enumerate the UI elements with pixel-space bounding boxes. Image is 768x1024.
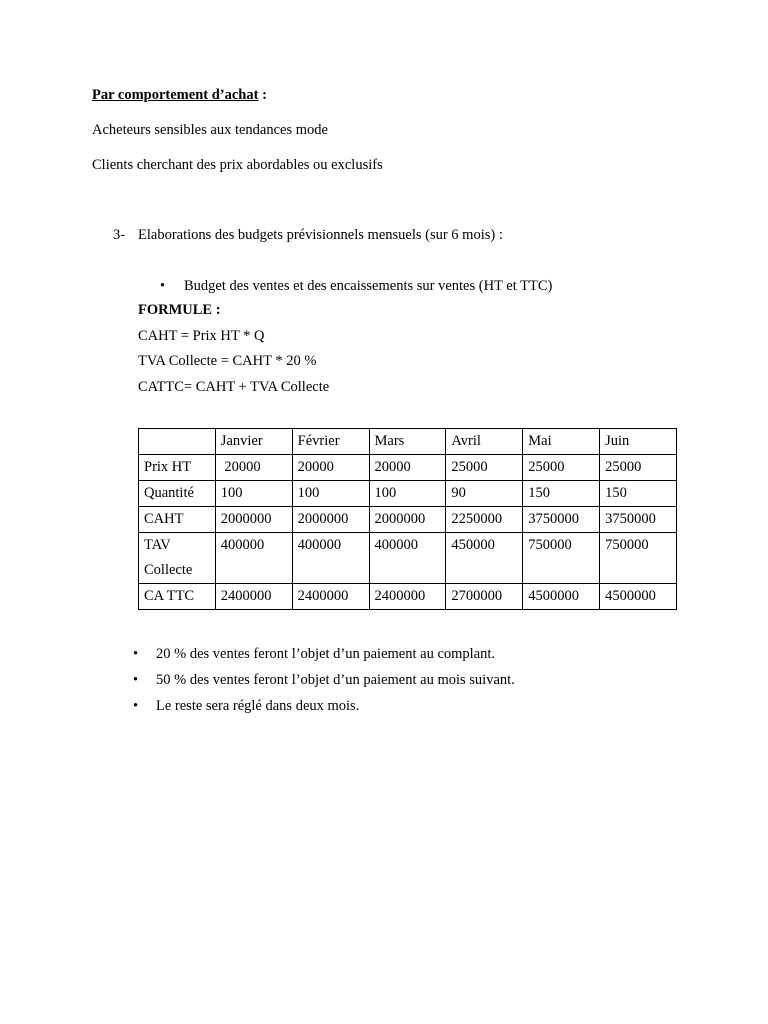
table-cell: 20000 — [215, 455, 292, 481]
table-cell: 750000 — [600, 533, 677, 584]
table-cell: 150 — [523, 481, 600, 507]
bullet-text: Le reste sera réglé dans deux mois. — [156, 698, 360, 714]
table-row — [139, 533, 677, 584]
sub-bullet-text: Budget des ventes et des encaissements sur ventes (HT et TTC) — [184, 278, 553, 294]
table-cell: 2700000 — [446, 584, 523, 610]
bullet-text: 50 % des ventes feront l’objet d’un paiement au mois suivant. — [156, 672, 515, 688]
table-cell: 25000 — [523, 455, 600, 481]
table-cell: 2400000 — [215, 584, 292, 610]
table-row — [139, 455, 677, 481]
table-cell: 100 — [215, 481, 292, 507]
bullet-icon: • — [133, 698, 139, 714]
table-cell: 4500000 — [523, 584, 600, 610]
bullet-item — [133, 671, 515, 689]
bullet-icon: • — [160, 278, 166, 294]
table-cell: 2000000 — [369, 507, 446, 533]
numbered-heading-number: 3- — [113, 227, 126, 243]
bullet-icon: • — [133, 672, 139, 688]
table-cell: 3750000 — [523, 507, 600, 533]
formula-line-tva: TVA Collecte = CAHT * 20 % — [138, 353, 317, 369]
table-header-row — [139, 429, 677, 455]
table-cell: 2000000 — [215, 507, 292, 533]
section-title — [92, 86, 267, 104]
table-cell: 450000 — [446, 533, 523, 584]
table-row-label: CAHT — [139, 507, 216, 533]
paragraph-buyers-trends: Acheteurs sensibles aux tendances mode — [92, 122, 328, 138]
section-title-text: Par comportement d’achat — [92, 87, 259, 103]
numbered-heading — [113, 226, 503, 244]
table-cell: 2400000 — [292, 584, 369, 610]
table-header-cell: Février — [292, 429, 369, 455]
table-row-label: CA TTC — [139, 584, 216, 610]
table-header-cell: Juin — [600, 429, 677, 455]
table-cell: 3750000 — [600, 507, 677, 533]
table-cell: 2000000 — [292, 507, 369, 533]
table-cell: 400000 — [369, 533, 446, 584]
table-row-label-line: Collecte — [144, 562, 193, 578]
table-row — [139, 507, 677, 533]
bullet-text: 20 % des ventes feront l’objet d’un paiement au complant. — [156, 646, 496, 662]
numbered-heading-text: Elaborations des budgets prévisionnels mensuels (sur 6 mois) : — [138, 227, 503, 243]
section-title-suffix: : — [258, 87, 267, 103]
sub-bullet-item — [160, 277, 552, 295]
table-cell: 150 — [600, 481, 677, 507]
bullet-item — [133, 697, 359, 715]
table-row — [139, 481, 677, 507]
table-row-label — [139, 533, 216, 584]
table-cell: 4500000 — [600, 584, 677, 610]
formula-line-cattc: CATTC= CAHT + TVA Collecte — [138, 379, 330, 395]
formula-title: FORMULE : — [138, 302, 221, 318]
table-header-cell — [139, 429, 216, 455]
table-cell: 750000 — [523, 533, 600, 584]
table-cell: 2400000 — [369, 584, 446, 610]
budget-table — [138, 428, 677, 610]
table-cell: 100 — [369, 481, 446, 507]
table-cell: 400000 — [292, 533, 369, 584]
table-cell: 90 — [446, 481, 523, 507]
table-header-cell: Avril — [446, 429, 523, 455]
table-header-cell: Mai — [523, 429, 600, 455]
formula-line-caht: CAHT = Prix HT * Q — [138, 328, 265, 344]
bullet-icon: • — [133, 646, 139, 662]
table-cell: 20000 — [369, 455, 446, 481]
table-cell: 25000 — [600, 455, 677, 481]
table-cell: 100 — [292, 481, 369, 507]
table-row-label-line: TAV — [144, 537, 171, 553]
bullet-item — [133, 645, 495, 663]
table-header-cell: Janvier — [215, 429, 292, 455]
table-header-cell: Mars — [369, 429, 446, 455]
table-cell: 20000 — [292, 455, 369, 481]
table-cell: 2250000 — [446, 507, 523, 533]
paragraph-clients-prices: Clients cherchant des prix abordables ou exclusifs — [92, 157, 383, 173]
table-cell: 25000 — [446, 455, 523, 481]
table-row — [139, 584, 677, 610]
table-row-label: Prix HT — [139, 455, 216, 481]
table-row-label: Quantité — [139, 481, 216, 507]
table-cell: 400000 — [215, 533, 292, 584]
